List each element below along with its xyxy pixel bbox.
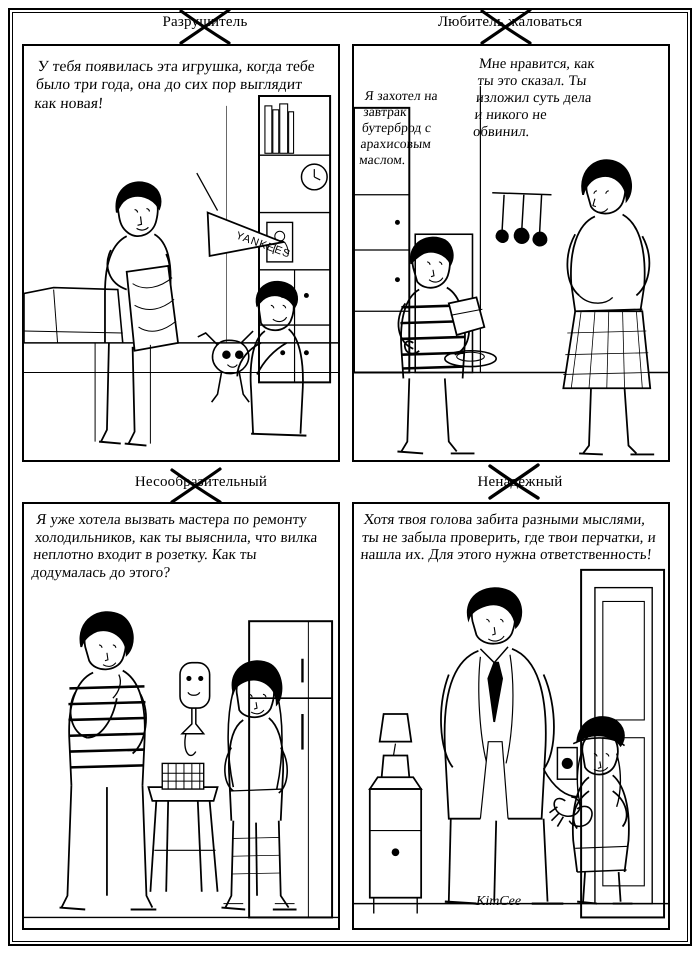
panel-label-destroyer: Разрушитель (100, 14, 310, 31)
speech-text-unreliable: Хотя твоя голова забита разными мыслями, ты не забыла проверить, где твои перчатки, и нашла их. Для этого нужна ответственность! (359, 512, 657, 564)
panel-label-slow-witted: Несообразительный (86, 474, 316, 491)
artist-signature: KimCee (476, 894, 522, 909)
panel-label-complainer: Любитель жаловаться (390, 14, 630, 31)
comic-panel-slow-witted (22, 502, 340, 930)
svg-text:YANKEES: YANKEES (234, 229, 293, 261)
comic-panel-destroyer (22, 44, 340, 462)
speech-text-woman: Мне нравится, как ты это сказал. Ты изложил суть дела и никого не обвинил. (472, 56, 596, 141)
comic-panel-complainer (352, 44, 670, 462)
panel-label-unreliable: Ненадежный (430, 474, 610, 491)
speech-text-slow-witted: Я уже хотела вызвать мастера по ремонту холодильников, как ты выяснила, что вилка неплотно входит в розетку. Как ты додумалась до этого? (31, 512, 319, 582)
speech-text-boy: Я захотел на завтрак бутерброд с арахисовым маслом. (358, 88, 439, 167)
speech-text-destroyer: У тебя появилась эта игрушка, когда тебе было три года, она до сих пор выглядит как новая! (33, 58, 316, 112)
comic-panel-unreliable (352, 502, 670, 930)
panel4-artwork (354, 504, 668, 928)
